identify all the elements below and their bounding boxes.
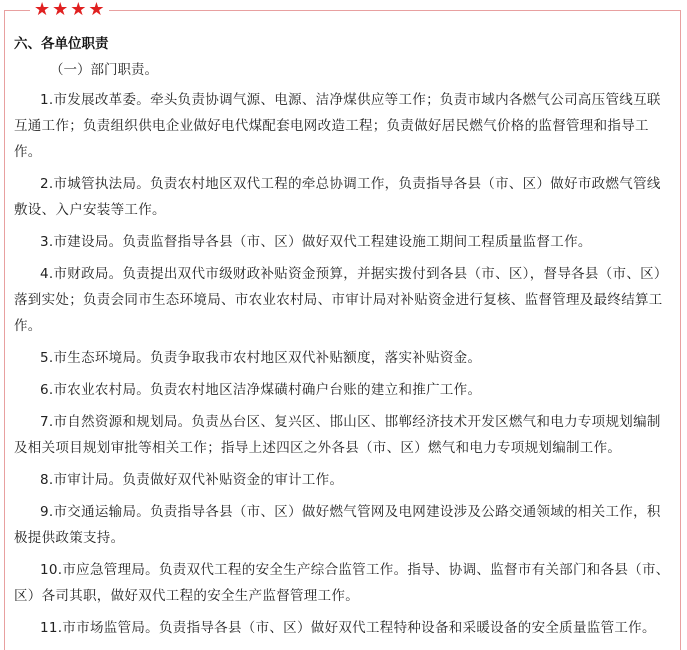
paragraph-item: 5.市生态环境局。负责争取我市农村地区双代补贴额度，落实补贴资金。 <box>40 350 482 366</box>
paragraph-item: 3.市建设局。负责监督指导各县（市、区）做好双代工程建设施工期间工程质量监督工作。 <box>40 234 592 250</box>
article-body <box>14 34 670 647</box>
star-icon: ★ <box>52 0 69 20</box>
paragraph-item: 1.市发展改革委。牵头负责协调气源、电源、洁净煤供应等工作；负责市域内各燃气公司高压管线互联互通工作；负责组织供电企业做好电代煤配套电网改造工程；负责做好居民燃气价格的监督管理和指导工作。 <box>14 92 661 160</box>
star-decoration <box>30 0 109 20</box>
subheading: （一）部门职责。 <box>50 62 158 78</box>
paragraph-item: 4.市财政局。负责提出双代市级财政补贴资金预算，并据实拨付到各县（市、区），督导各县（市、区）落到实处；负责会同市生态环境局、市农业农村局、市审计局对补贴资金进行复核、监督管理及最终结算工作。 <box>14 266 668 334</box>
section-heading: 六、各单位职责 <box>14 36 109 52</box>
paragraph-item: 8.市审计局。负责做好双代补贴资金的审计工作。 <box>40 472 344 488</box>
star-icon: ★ <box>70 0 87 20</box>
paragraph-item: 6.市农业农村局。负责农村地区洁净煤磺村确户台账的建立和推广工作。 <box>40 382 482 398</box>
paragraph-item: 9.市交通运输局。负责指导各县（市、区）做好燃气管网及电网建设涉及公路交通领域的相关工作，积极提供政策支持。 <box>14 504 661 546</box>
paragraph-item: 11.市市场监管局。负责指导各县（市、区）做好双代工程特种设备和采暖设备的安全质量监管工作。 <box>40 620 656 636</box>
star-icon: ★ <box>34 0 51 20</box>
star-icon: ★ <box>88 0 105 20</box>
paragraph-item: 10.市应急管理局。负责双代工程的安全生产综合监管工作。指导、协调、监督市有关部门和各县（市、区）各司其职，做好双代工程的安全生产监督管理工作。 <box>14 562 670 604</box>
paragraph-item: 7.市自然资源和规划局。负责丛台区、复兴区、邯山区、邯郸经济技术开发区燃气和电力专项规划编制及相关项目规划审批等相关工作；指导上述四区之外各县（市、区）燃气和电力专项规划编制工作。 <box>14 414 661 456</box>
paragraph-item: 2.市城管执法局。负责农村地区双代工程的牵总协调工作，负责指导各县（市、区）做好市政燃气管线敷设、入户安装等工作。 <box>14 176 661 218</box>
